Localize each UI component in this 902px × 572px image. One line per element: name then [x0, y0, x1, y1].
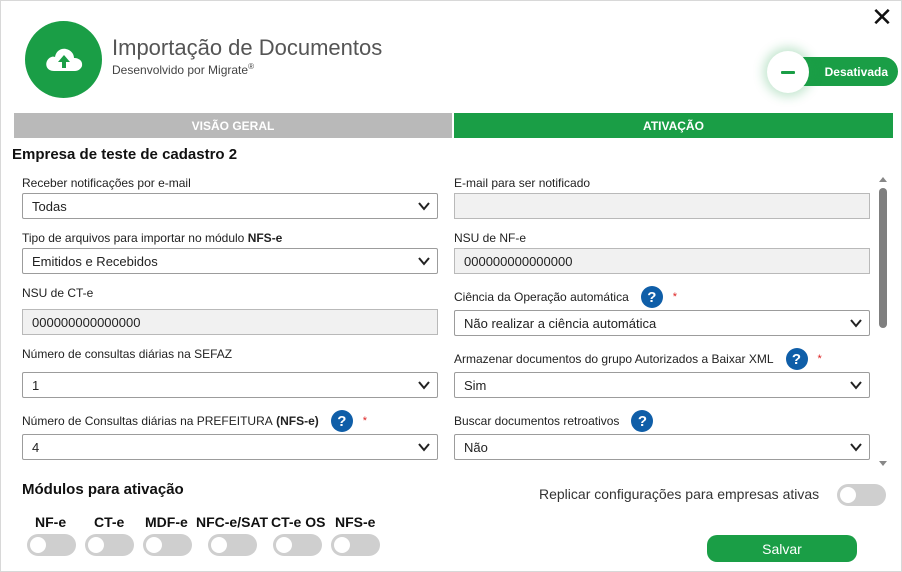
close-icon[interactable]: ✕: [871, 2, 893, 32]
consultas-sefaz-label: Número de consultas diárias na SEFAZ: [22, 347, 233, 361]
module-label-cte-os: CT-e OS: [271, 514, 326, 530]
modules-title: Módulos para ativação: [22, 481, 184, 498]
chevron-down-icon: [850, 318, 862, 328]
replicar-label: Replicar configurações para empresas ativas: [539, 486, 820, 502]
armazenar-value: Sim: [464, 377, 487, 393]
retroativos-label: Buscar documentos retroativos ?: [454, 410, 653, 432]
minus-icon: [781, 71, 795, 74]
chevron-down-icon: [418, 380, 430, 390]
nsu-cte-label: NSU de CT-e: [22, 286, 94, 300]
toggle-knob: [840, 487, 856, 503]
module-toggle-nfce-sat[interactable]: [208, 534, 257, 556]
status-label: Desativada: [824, 64, 888, 79]
integration-status-toggle[interactable]: [767, 51, 899, 93]
module-label-mdfe: MDF-e: [145, 514, 188, 530]
scroll-thumb[interactable]: [879, 188, 887, 328]
tipo-arquivos-value: Emitidos e Recebidos: [32, 253, 158, 269]
module-toggle-cte[interactable]: [85, 534, 134, 556]
help-icon[interactable]: ?: [641, 286, 663, 308]
module-toggle-nfe[interactable]: [27, 534, 76, 556]
armazenar-select[interactable]: [454, 372, 870, 398]
notif-email-select[interactable]: [22, 193, 438, 219]
nsu-nfe-input[interactable]: [454, 248, 870, 274]
required-mark: *: [817, 353, 822, 365]
armazenar-label: Armazenar documentos do grupo Autorizados a Baixar XML ? *: [454, 348, 822, 370]
toggle-knob: [334, 537, 350, 553]
toggle-knob: [88, 537, 104, 553]
chevron-down-icon: [850, 380, 862, 390]
toggle-knob: [146, 537, 162, 553]
tipo-arquivos-select[interactable]: [22, 248, 438, 274]
nsu-cte-input[interactable]: [22, 309, 438, 335]
tab-visao-geral[interactable]: VISÃO GERAL: [14, 113, 452, 138]
nsu-nfe-value: 000000000000000: [464, 253, 573, 269]
settings-form: [1, 169, 893, 471]
consultas-prefeitura-label: Número de Consultas diárias na PREFEITURA (NFS-e) ? *: [22, 410, 367, 432]
chevron-down-icon: [418, 442, 430, 452]
module-label-nfse: NFS-e: [335, 514, 376, 530]
help-icon[interactable]: ?: [786, 348, 808, 370]
module-label-nfce-sat: NFC-e/SAT: [196, 514, 269, 530]
ciencia-label: Ciência da Operação automática ? *: [454, 286, 677, 308]
chevron-down-icon: [418, 201, 430, 211]
email-label: E-mail para ser notificado: [454, 176, 591, 190]
module-toggle-nfse[interactable]: [331, 534, 380, 556]
company-name: Empresa de teste de cadastro 2: [12, 146, 238, 163]
replicar-toggle[interactable]: [837, 484, 886, 506]
module-toggle-cte-os[interactable]: [273, 534, 322, 556]
consultas-sefaz-value: 1: [32, 377, 40, 393]
tipo-arquivos-label: Tipo de arquivos para importar no módulo NFS-e: [22, 231, 283, 245]
toggle-knob: [276, 537, 292, 553]
notif-email-value: Todas: [32, 198, 67, 214]
consultas-prefeitura-value: 4: [32, 439, 40, 455]
app-subtitle: Desenvolvido por Migrate®: [112, 62, 254, 77]
tab-bar: [14, 113, 893, 138]
cloud-upload-icon: [25, 21, 102, 98]
toggle-knob: [30, 537, 46, 553]
form-scrollbar[interactable]: [877, 173, 889, 469]
email-input[interactable]: [454, 193, 870, 219]
help-icon[interactable]: ?: [631, 410, 653, 432]
notif-email-label: Receber notificações por e-mail: [22, 176, 191, 190]
consultas-sefaz-select[interactable]: [22, 372, 438, 398]
tab-ativacao[interactable]: ATIVAÇÃO: [454, 113, 893, 138]
module-label-nfe: NF-e: [35, 514, 67, 530]
module-toggle-mdfe[interactable]: [143, 534, 192, 556]
nsu-cte-value: 000000000000000: [32, 314, 141, 330]
ciencia-select[interactable]: [454, 310, 870, 336]
scroll-down-arrow-icon[interactable]: [879, 461, 887, 466]
chevron-down-icon: [850, 442, 862, 452]
app-title: Importação de Documentos: [112, 35, 383, 60]
retroativos-value: Não: [464, 439, 488, 455]
help-icon[interactable]: ?: [331, 410, 353, 432]
ciencia-value: Não realizar a ciência automática: [464, 315, 657, 331]
scroll-up-arrow-icon[interactable]: [879, 177, 887, 182]
toggle-knob: [211, 537, 227, 553]
toggle-knob[interactable]: [767, 51, 809, 93]
save-button[interactable]: Salvar: [707, 535, 857, 562]
consultas-prefeitura-select[interactable]: [22, 434, 438, 460]
required-mark: *: [672, 291, 678, 303]
required-mark: *: [362, 415, 368, 427]
chevron-down-icon: [418, 256, 430, 266]
retroativos-select[interactable]: [454, 434, 870, 460]
module-label-cte: CT-e: [94, 514, 125, 530]
nsu-nfe-label: NSU de NF-e: [454, 231, 527, 245]
